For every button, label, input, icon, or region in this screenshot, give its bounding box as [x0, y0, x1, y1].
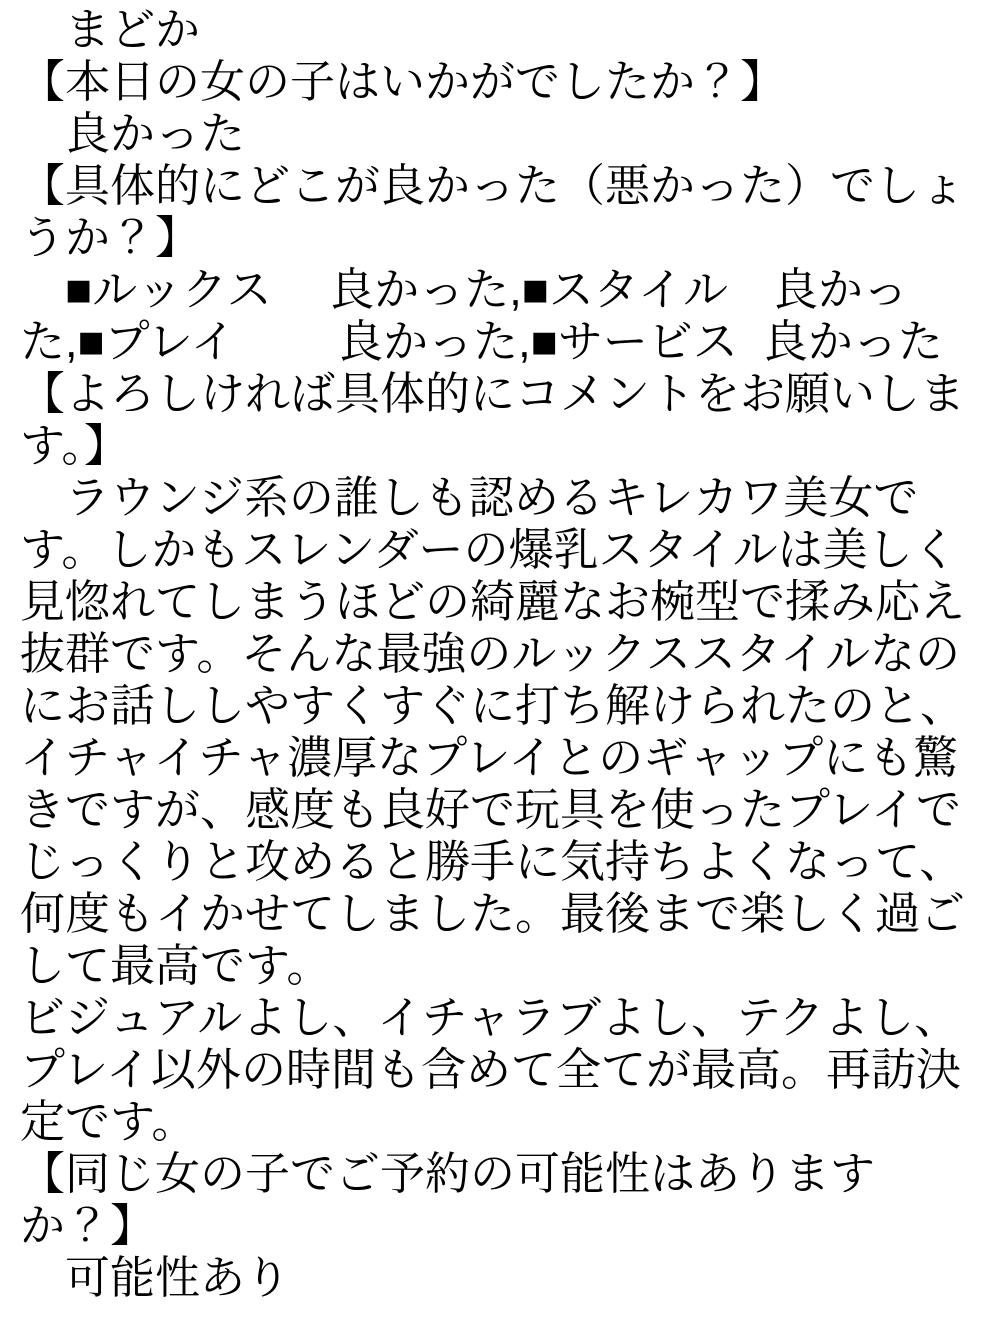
- comment-body-line-9: 何度もイかせてしました。最後まで楽しく過ご: [20, 888, 966, 939]
- question-good-points-line-1: 【具体的にどこが良かった（悪かった）でしょ: [20, 160, 966, 211]
- answer-today-impression-line: 良かった: [20, 108, 246, 159]
- question-rebook-line-1: 【同じ女の子でご予約の可能性はあります: [20, 1148, 876, 1199]
- comment-body-line-5: にお話ししやすくすぐに打ち解けられたのと、: [20, 680, 966, 731]
- ratings-line-2: た,■プレイ 良かった,■サービス 良かった: [20, 316, 943, 367]
- comment-body-line-3: 見惚れてしまうほどの綺麗なお椀型で揉み応え: [20, 576, 966, 627]
- question-comment-line-2: す。】: [20, 420, 129, 471]
- comment-body-line-12: プレイ以外の時間も含めて全てが最高。再訪決: [20, 1044, 961, 1095]
- comment-body-line-4: 抜群です。そんな最強のルックススタイルなの: [20, 628, 961, 679]
- comment-body-line-6: イチャイチャ濃厚なプレイとのギャップにも驚: [20, 732, 959, 783]
- comment-body-line-13: 定です。: [20, 1096, 197, 1147]
- comment-body-line-7: きですが、感度も良好で玩具を使ったプレイで: [20, 784, 961, 835]
- question-comment-line-1: 【よろしければ具体的にコメントをお願いしま: [20, 368, 966, 419]
- ratings-line-1: ■ルックス 良かった,■スタイル 良かっ: [20, 264, 909, 315]
- comment-body-line-2: す。しかもスレンダーの爆乳スタイルは美しく: [20, 524, 958, 575]
- comment-body-line-11: ビジュアルよし、イチャラブよし、テクよし、: [20, 992, 960, 1043]
- answer-rebook-line: 可能性あり: [20, 1252, 291, 1303]
- question-rebook-line-2: か？】: [20, 1200, 156, 1251]
- comment-body-line-1: ラウンジ系の誰しも認めるキレカワ美女で: [20, 472, 919, 523]
- comment-body-line-8: じっくりと攻めると勝手に気持ちよくなって、: [20, 836, 965, 887]
- girl-name-line: まどか: [20, 4, 201, 55]
- question-good-points-line-2: うか？】: [20, 212, 201, 263]
- comment-body-line-10: して最高です。: [20, 940, 332, 991]
- question-today-impression-line: 【本日の女の子はいかがでしたか？】: [20, 56, 786, 107]
